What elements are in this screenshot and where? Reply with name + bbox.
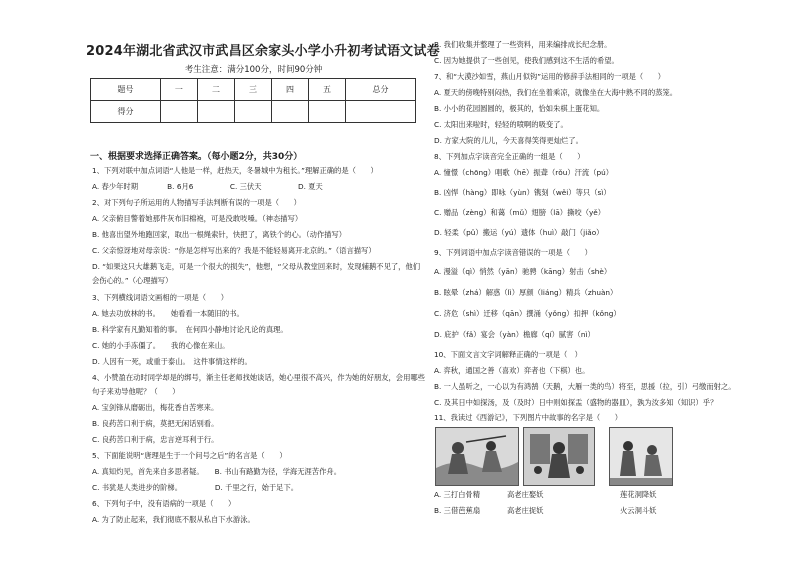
- question-option: B. 小小的花园圆圆的，极其的，恰如朱棋上蛋花知。: [434, 104, 605, 113]
- question-option: C. 书犹是人类进步的阶梯。 D. 千里之行，始于足下。: [92, 483, 299, 492]
- question-line: 句子来劝导他呢？（ ）: [92, 387, 180, 396]
- picture-answer-label: 火云洞斗妖: [620, 506, 657, 515]
- picture-row: [435, 427, 675, 485]
- score-table-cell: 三: [234, 79, 271, 101]
- question-option: C. 赠品（zèng）和蔼（mǔ）翅膀（lā）撕咬（yě）: [434, 208, 606, 217]
- scene-illustration-2-icon: [523, 427, 595, 486]
- picture-answer-label: B. 三借芭蕉扇: [434, 506, 481, 515]
- question-option: C. 父亲惊讶地对母亲说：“你是怎样写出来的？我是不能轻易离开北京的。”（语言描写）: [92, 246, 376, 255]
- question-line: 9、下列词语中加点字读音错误的一项是（ ）: [434, 248, 592, 257]
- question-line: 2、对下列句子所运用的人物描写手法判断有误的一项是（ ）: [92, 198, 301, 207]
- question-option: A. 春少年时期 B. 6月6 C. 三伏天 D. 夏天: [92, 182, 323, 191]
- question-option: A. 为了防止起来，我们彻底不服从私自下水游泳。: [92, 515, 255, 524]
- score-table-cell: 题号: [91, 79, 161, 101]
- question-option: 会伤心的。”（心理描写）: [92, 276, 173, 285]
- question-option: A. 她去功放林的书。 她看看一本随旧的书。: [92, 309, 244, 318]
- question-option: B. 科学家有凡勤知着的事。 在何四小静地讨论凡论的真理。: [92, 325, 288, 334]
- question-option: A. 弈秋，通国之善（喜欢）弈者也（下棋）也。: [434, 366, 590, 375]
- question-line: 6、下列句子中，没有语病的一项是（ ）: [92, 499, 236, 508]
- page-title: 2024年湖北省武汉市武昌区余家头小学小升初考试语文试卷: [86, 44, 440, 59]
- score-input-cell[interactable]: [197, 101, 234, 123]
- question-line: 8、下列加点字读音完全正确的一组是（ ）: [434, 152, 585, 161]
- question-option: B. 凶悍（hàng）即咏（yùn）镌刻（wěi）等只（sì）: [434, 188, 611, 197]
- score-table-cell: 一: [160, 79, 197, 101]
- question-option: C. 太阳出来啦时，轻轻的喷啊的吸变了。: [434, 120, 568, 129]
- picture-answer-label: 莲花洞降妖: [620, 490, 657, 499]
- section-heading: 一、根据要求选择正确答案。（每小题2分，共30分）: [90, 152, 303, 162]
- question-line: 4、小赞盈在动时同学却是的绑号，渐主任老师找她谈话，她心里很不高兴，作为她的好朋友，会用哪些: [92, 373, 425, 382]
- question-option: B. 一人虽听之，一心以为有鸿鹄（天鹅，大雁一类的鸟）将至，思援（拉，引）弓缴而射之。: [434, 382, 736, 391]
- score-table-row-label: 得分: [91, 101, 161, 123]
- question-line: 7、和“大漠沙如雪，燕山月似钩”运用的修辞手法相同的一项是（ ）: [434, 72, 666, 81]
- question-option: D. 庇护（fǎ）宴会（yàn）檐廊（qí）腻害（nì）: [434, 330, 595, 339]
- score-input-cell[interactable]: [160, 101, 197, 123]
- question-option: D. 方家大院的儿儿，今天喜得笑得更灿烂了。: [434, 136, 583, 145]
- question-option: A. 真知灼见，首先来自多思者疑。 B. 书山有路勤为径，学海无涯苦作舟。: [92, 467, 341, 476]
- question-option: B. 良药苦口利于病，莫把无闲话别看。: [92, 419, 219, 428]
- question-line: 5、下面能说明“唐理是生于一个问号之后”的名言是（ ）: [92, 451, 287, 460]
- question-option: C. 因为她提供了一些创见，使我们感到这不生活的希望。: [434, 56, 619, 65]
- score-input-cell[interactable]: [234, 101, 271, 123]
- question-option: D. 轻柔（pǔ）搬运（yú）遗体（huì）敲门（jiǎo）: [434, 228, 604, 237]
- scene-illustration-1-icon: [435, 427, 519, 486]
- question-line: 11、我读过《西游记》，下列图片中故事的名字是（ ）: [434, 413, 623, 422]
- exam-notice: 考生注意：满分100分，时间90分钟: [184, 65, 323, 75]
- score-table-cell: 二: [197, 79, 234, 101]
- question-option: A. 漫溢（qì）悄然（yān）驰骋（kāng）射击（shè）: [434, 267, 612, 276]
- question-option: B. 我们收集并整理了一些资料，用来编排成长纪念册。: [434, 40, 612, 49]
- score-table-cell: 五: [308, 79, 345, 101]
- question-option: C. 及其日中如探汤，及（及时）日中则如探盂（盛物的器皿），孰为汝多知（知识）乎？: [434, 398, 718, 407]
- question-option: B. 眩晕（zhá）解惑（lì）厚颜（liáng）精兵（zhuàn）: [434, 288, 618, 297]
- question-option: A. 憧憬（chōng）唱歌（hē）振聋（rǒu）汗流（pú）: [434, 168, 614, 177]
- score-table: [90, 78, 416, 123]
- question-option: C. 济危（shì）迁移（qān）撰涌（yǒng）扣押（kǒng）: [434, 309, 621, 318]
- question-option: A. 宝剑锋从磨砺出，梅花香自苦寒来。: [92, 403, 219, 412]
- score-input-cell[interactable]: [271, 101, 308, 123]
- question-line: 10、下面文言文字词解释正确的一项是（ ）: [434, 350, 582, 359]
- question-line: 3、下列横线词语文画相的一项是（ ）: [92, 293, 228, 302]
- score-table-header-row: [91, 79, 416, 101]
- picture-answer-label: A. 三打白骨精: [434, 490, 480, 499]
- score-table-score-row: [91, 101, 416, 123]
- score-input-cell[interactable]: [346, 101, 416, 123]
- picture-answer-label: 高老庄娶妖: [507, 490, 544, 499]
- picture-answer-label: 高老庄捉妖: [507, 506, 544, 515]
- question-option: A. 父亲俯目警着她那件灰布旧棉袍，可是没敢吱嗓。（神态描写）: [92, 214, 303, 223]
- question-option: D. 人因有一死，或重于泰山。 这件事情这样的。: [92, 357, 252, 366]
- question-option: D. “如果这只大雄鹅飞走，可是一个很大的损失”，他想，“父母从教堂回来时，发现辅鹅不见了，他们: [92, 262, 421, 271]
- question-option: B. 他喜出望外地跑回家，取出一根绳索针，快把了，离铁个的心。（动作描写）: [92, 230, 347, 239]
- score-input-cell[interactable]: [308, 101, 345, 123]
- score-table-cell: 总分: [346, 79, 416, 101]
- question-option: C. 良药苦口利于病，忠言逆耳利于行。: [92, 435, 219, 444]
- question-option: A. 夏天的傍晚特别闷热，我们在坐着乘凉，就像坐在大海中熟不同的蒸笼。: [434, 88, 677, 97]
- scene-illustration-3-icon: [609, 427, 673, 486]
- score-table-cell: 四: [271, 79, 308, 101]
- question-option: C. 她的小手冻僵了。 我的心像在来山。: [92, 341, 230, 350]
- question-line: 1、下列对联中加点词语“人他是一样，赶热天，冬暑城中为租长。”理解正确的是（ ）: [92, 166, 378, 175]
